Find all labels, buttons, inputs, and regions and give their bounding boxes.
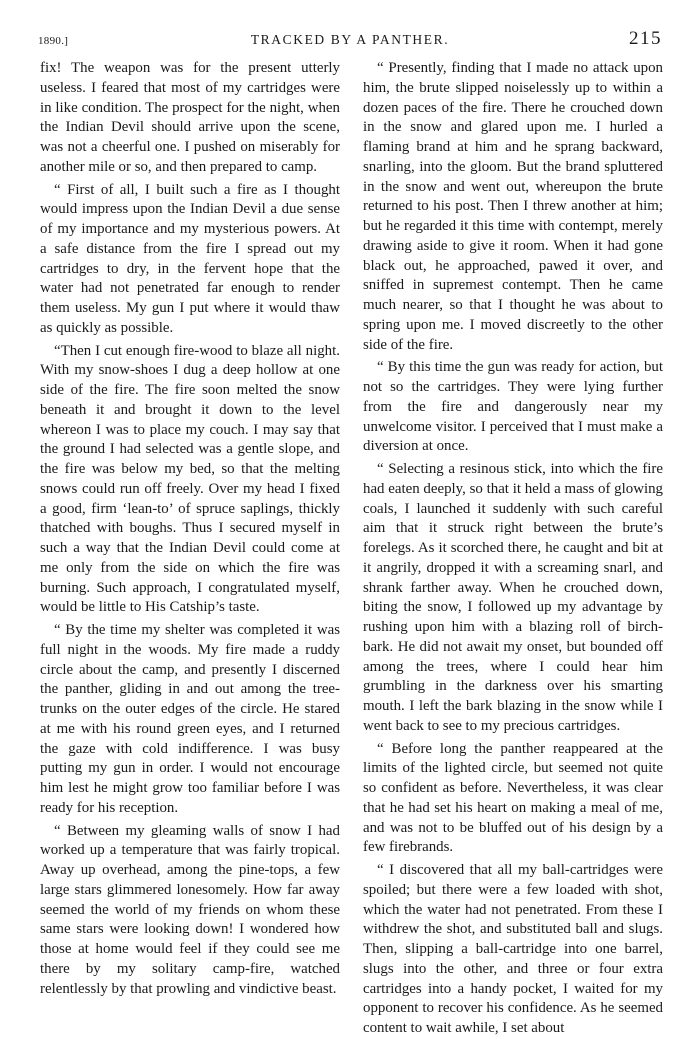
right-paragraph-1: “ Presently, finding that I made no attack upon him, the brute slipped noiselessly up to within a dozen paces of the fire. There he crouched down in the snow and glared upon me. I hurled a flaming brand at him and he sprang backward, snarling, into the gloom. But the brand spluttered in the snow and went out, whereupon the brute returned to his post. Then I threw another at him; but he regarded it this time with contempt, merely drawing aside to give it room. When it had gone black out, he approached, pawed it over, and sniffed in supremest contempt. Then he came much nearer, so that I thought he was about to spring upon me. I moved discreetly to the other side of the fire.: [363, 60, 663, 353]
right-column: [363, 59, 663, 1039]
page-number: 215: [629, 28, 662, 49]
left-paragraph-5: “ Between my gleaming walls of snow I had worked up a temperature that was fairly tropical. Away up overhead, among the pine-tops, a few large stars glimmered lonesomely. How far away seemed the world of my friends on whom these same stars were looking down! I wondered how those at home would feel if they could see me there by my solitary camp-fire, watched relentlessly by that prowling and vindictive beast.: [40, 822, 340, 997]
header-title: TRACKED BY A PANTHER.: [250, 32, 450, 47]
header-year: 1890.]: [38, 35, 69, 47]
right-paragraph-2: “ By this time the gun was ready for action, but not so the cartridges. They were lying further from the fire and dangerously near my unwelcome visitor. I perceived that I must make a diversion at once.: [363, 359, 663, 455]
left-column: [40, 59, 340, 999]
right-paragraph-4: “ Before long the panther reappeared at the limits of the lighted circle, but seemed not quite so confident as before. Nevertheless, it was clear that he had set his heart on making a meal of me, and was not to be bluffed out of his design by a few firebrands.: [363, 740, 663, 856]
left-paragraph-4: “ By the time my shelter was completed it was full night in the woods. My fire made a ruddy circle about the camp, and presently I discerned the panther, gliding in and out among the tree-trunks on the outer edges of the circle. He stared at me with his round green eyes, and I returned the gaze with cold indifference. I was busy putting my gun in order. I would not encourage him lest he might grow too familiar before I was ready for his reception.: [40, 622, 340, 816]
left-paragraph-2: “ First of all, I built such a fire as I thought would impress upon the Indian Devil a due sense of my importance and my mysterious powers. At a safe distance from the fire I spread out my cartridges to dry, in the fervent hope that the water had not penetrated far enough to render them useless. My gun I put where it would thaw as quickly as possible.: [40, 181, 340, 336]
running-header: [38, 30, 662, 52]
right-paragraph-5: “ I discovered that all my ball-cartridges were spoiled; but there were a few loaded with shot, which the water had not penetrated. From these I withdrew the shot, and substituted ball and slugs. Then, slipping a ball-cartridge into one barrel, slugs into the other, and three or four extra cartridges into a handy pocket, I waited for my opponent to recover his confidence. As he seemed content to wait awhile, I set about: [363, 862, 663, 1036]
left-paragraph-1: fix! The weapon was for the present utterly useless. I feared that most of my cartridges were in like condition. The prospect for the night, when the Indian Devil should arrive upon the scene, was not a cheerful one. I pushed on miserably for another mile or so, and then prepared to camp.: [40, 60, 340, 175]
right-paragraph-3: “ Selecting a resinous stick, into which the fire had eaten deeply, so that it held a mass of glowing coals, I launched it suddenly with such careful aim that it struck right between the brute’s forelegs. As it scorched there, he caught and bit at it angrily, dropped it with a screaming snarl, and shrank farther away. When he crouched down, biting the snow, I followed up my advantage by rushing upon him with a blazing roll of birch-bark. He did not await my onset, but bounded off among the trees, where I could hear him grumbling in the darkness over his smarting mouth. I left the bark blazing in the snow while I went back to see to my precious cartridges.: [363, 461, 663, 734]
left-paragraph-3: “Then I cut enough fire-wood to blaze all night. With my snow-shoes I dug a deep hollow at one side of the fire. The fire soon melted the snow beneath it and brought it down to the level whereon I was to place my couch. I may say that the ground I had selected was a gentle slope, and the fire was below my bed, so that the melting snows could run off freely. Over my head I fixed a good, firm ‘lean-to’ of spruce saplings, thickly thatched with boughs. Thus I secured myself in such a way that the Indian Devil could come at me only from the side on which the fire was burning. Such approach, I congratulated myself, would be little to His Catship’s taste.: [40, 342, 340, 616]
